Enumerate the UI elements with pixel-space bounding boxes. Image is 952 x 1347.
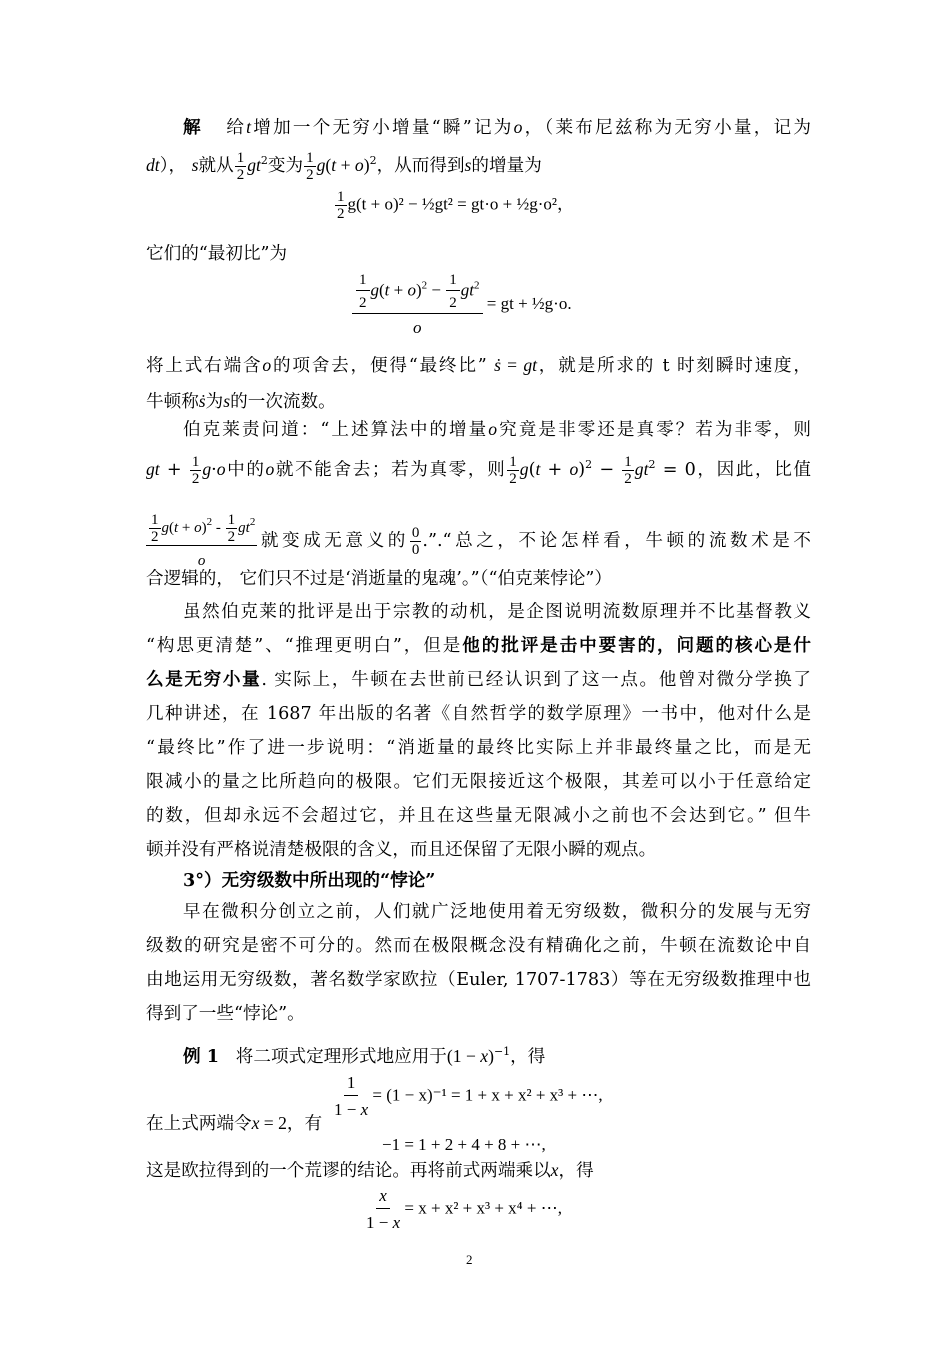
- criticism-line-1: 虽然伯克莱的批评是出于宗教的动机，是企图说明流数原理并不比基督教义: [183, 602, 811, 622]
- euler-line: 这是欧拉得到的一个荒谬的结论。再将前式两端乘以x，得: [146, 1160, 594, 1181]
- berkeley-line-4: 合逻辑的， 它们只不过是‘消逝量的鬼魂’。”（“伯克莱悖论”）: [146, 569, 613, 589]
- example-label: 例 1: [183, 1046, 219, 1067]
- equation-multiplied: $\frac{x}{1 - x}$ = x + x² + x³ + x⁴ + ⋯,: [366, 1186, 562, 1232]
- berkeley-line-1: 伯克莱责问道：“上述算法中的增量o究竟是非零还是真零？若为非零，则: [183, 419, 811, 440]
- equation-binomial: $\frac{1}{1 - x}$ = (1 − x)⁻¹ = 1 + x + x² + x³ + ⋯,: [334, 1073, 603, 1119]
- series-line-4: 得到了一些“悖论”。: [146, 1004, 305, 1024]
- equation-increment: $\frac{1}{2}$ g(t + o)² − ½gt² = gt·o + ½g·o²，: [337, 189, 574, 222]
- criticism-line-2: “构思更清楚”、“推理更明白”，但是他的批评是击中要害的，问题的核心是什: [146, 635, 811, 656]
- series-line-3: 由地运用无穷级数，著名数学家欧拉（Euler, 1707-1783）等在无穷级数推理中也: [146, 970, 811, 990]
- criticism-line-3: 么是无穷小量. 实际上，牛顿在去世前已经认识到了这一点。他曾对微分学换了: [146, 669, 811, 690]
- example-line: 例 1 将二项式定理形式地应用于$(1 - x)^{-1}$，得: [183, 1045, 546, 1067]
- berkeley-line-2: gt + $\frac{1}{2}$ g·o中的o就不能舍去；若为真零，则 $\frac{1}{2}$ $g(t + o)^2$ − $\frac{1}{2}$ $gt^2 = 0$，因此，比值: [146, 453, 811, 487]
- final-ratio-line-2: 牛顿称ṡ为s的一次流数。: [146, 391, 336, 412]
- criticism-line-5: “最终比”作了进一步说明：“消逝量的最终比实际上并非最终量之比，而是无: [146, 738, 811, 758]
- section-heading: 3°）无穷级数中所出现的“悖论”: [183, 870, 436, 891]
- criticism-line-4: 几种讲述，在 1687 年出版的名著《自然哲学的数学原理》一书中，他对什么是: [146, 704, 811, 724]
- series-line-2: 级数的研究是密不可分的。然而在极限概念没有精确化之前，牛顿在流数论中自: [146, 936, 811, 956]
- substitution-line: 在上式两端令x = 2，有: [146, 1113, 323, 1134]
- solution-label: 解: [183, 117, 203, 138]
- criticism-line-8: 顿并没有严格说清楚极限的含义，而且还保留了无限小瞬的观点。: [146, 840, 657, 860]
- berkeley-line-3: $\frac{1}{2}$ $g(t + o)^2$ - $\frac{1}{2}$ $gt^2$ o 就变成无意义的 $\frac{0}{0}$ .”.“总之，不论怎样看，牛顿的流数术是不: [146, 512, 811, 570]
- solution-line-2: dt）， s就从 $\frac{1}{2}$ $gt^2$变为 $\frac{1}{2}$ $g(t + o)^2$，从而得到s的增量为: [146, 149, 542, 183]
- series-line-1: 早在微积分创立之前，人们就广泛地使用着无穷级数，微积分的发展与无穷: [183, 902, 811, 922]
- page-number: 2: [466, 1252, 473, 1267]
- equation-absurd: −1 = 1 + 2 + 4 + 8 + ⋯,: [382, 1135, 546, 1154]
- initial-ratio-intro: 它们的“最初比”为: [146, 244, 288, 264]
- equation-initial-ratio: $\frac{1}{2}$ $g(t + o)^2$ − $\frac{1}{2}$ $gt^2$ o = gt + ½g·o.: [352, 272, 572, 338]
- criticism-line-6: 限减小的量之比所趋向的极限。它们无限接近这个极限，其差可以小于任意给定: [146, 772, 811, 792]
- criticism-line-7: 的数，但却永远不会超过它，并且在这些量无限减小之前也不会达到它。” 但牛: [146, 806, 811, 826]
- final-ratio-line-1: 将上式右端含o的项舍去，便得“最终比” ṡ = gt，就是所求的 t 时刻瞬时速度，: [146, 355, 811, 376]
- solution-line-1: 解 给t增加一个无穷小增量“瞬”记为o，（莱布尼兹称为无穷小量，记为: [183, 117, 811, 138]
